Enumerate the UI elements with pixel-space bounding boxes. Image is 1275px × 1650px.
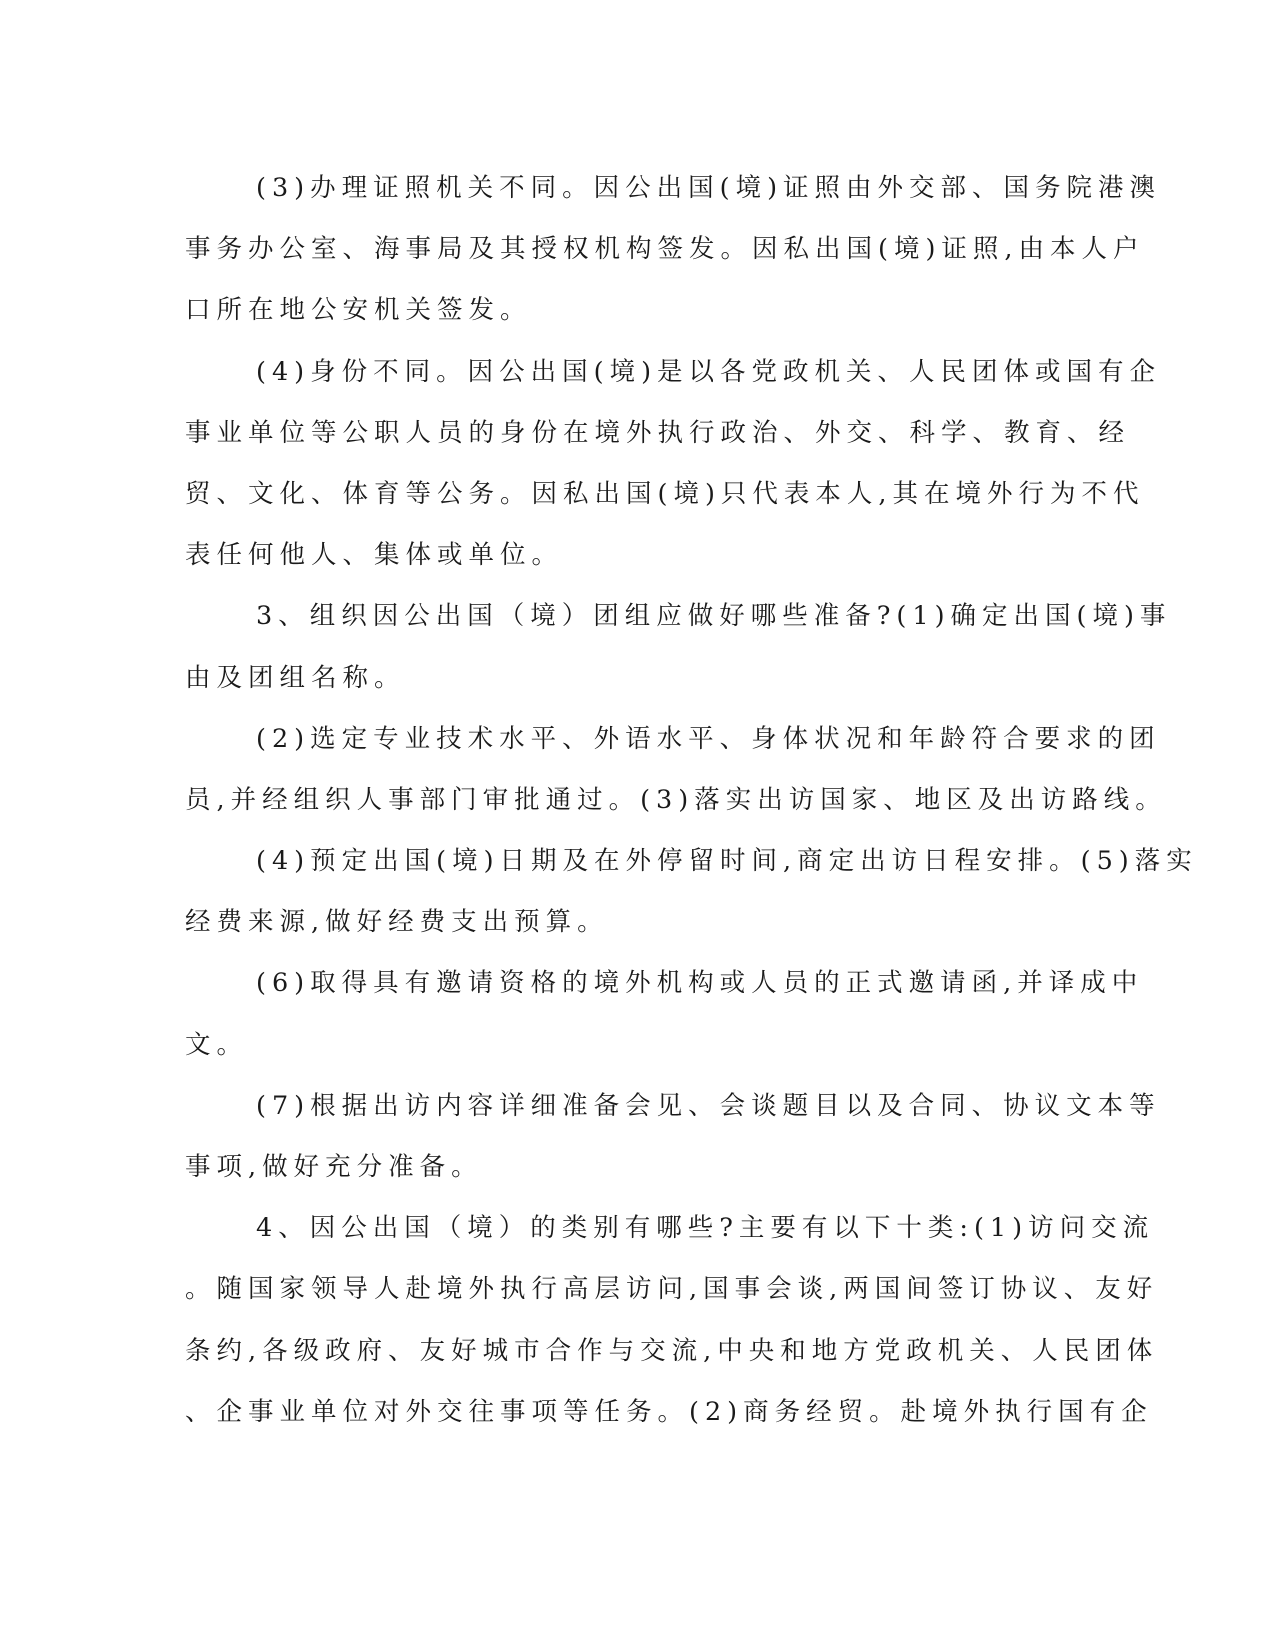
paragraph-line: 3、组织因公出国（境）团组应做好哪些准备?(1)确定出国(境)事	[256, 601, 1172, 632]
paragraph-line: 文。	[185, 1029, 249, 1060]
paragraph-line: 员,并经组织人事部门审批通过。(3)落实出访国家、地区及出访路线。	[185, 784, 1167, 815]
paragraph-line: 4、因公出国（境）的类别有哪些?主要有以下十类:(1)访问交流	[256, 1213, 1155, 1244]
paragraph-line: (3)办理证照机关不同。因公出国(境)证照由外交部、国务院港澳	[256, 173, 1162, 203]
paragraph-line: (4)身份不同。因公出国(境)是以各党政机关、人民团体或国有企	[256, 356, 1162, 387]
paragraph-line: 事项,做好充分准备。	[185, 1152, 483, 1182]
paragraph-line: 口所在地公安机关签发。	[185, 295, 532, 326]
paragraph-line: 表任何他人、集体或单位。	[185, 540, 564, 571]
paragraph-line: 条约,各级政府、友好城市合作与交流,中央和地方党政机关、人民团体	[185, 1335, 1159, 1366]
document-body	[185, 158, 1198, 1443]
paragraph-line: 。随国家领导人赴境外执行高层访问,国事会谈,两国间签订协议、友好	[185, 1274, 1159, 1305]
paragraph-line: 事业单位等公职人员的身份在境外执行政治、外交、科学、教育、经	[185, 417, 1131, 448]
paragraph-line: 经费来源,做好经费支出预算。	[185, 907, 609, 938]
paragraph-line: (2)选定专业技术水平、外语水平、身体状况和年龄符合要求的团	[256, 723, 1161, 754]
paragraph-line: 贸、文化、体育等公务。因私出国(境)只代表本人,其在境外行为不代	[185, 478, 1145, 509]
paragraph-line: (4)预定出国(境)日期及在外停留时间,商定出访日程安排。(5)落实	[256, 846, 1198, 877]
paragraph-line: (7)根据出访内容详细准备会见、会谈题目以及合同、协议文本等	[256, 1090, 1161, 1121]
paragraph-line: 由及团组名称。	[185, 662, 406, 693]
paragraph-line: 事务办公室、海事局及其授权机构签发。因私出国(境)证照,由本人户	[185, 234, 1145, 265]
paragraph-line: (6)取得具有邀请资格的境外机构或人员的正式邀请函,并译成中	[256, 968, 1144, 999]
paragraph-line: 、企事业单位对外交往事项等任务。(2)商务经贸。赴境外执行国有企	[185, 1396, 1153, 1427]
